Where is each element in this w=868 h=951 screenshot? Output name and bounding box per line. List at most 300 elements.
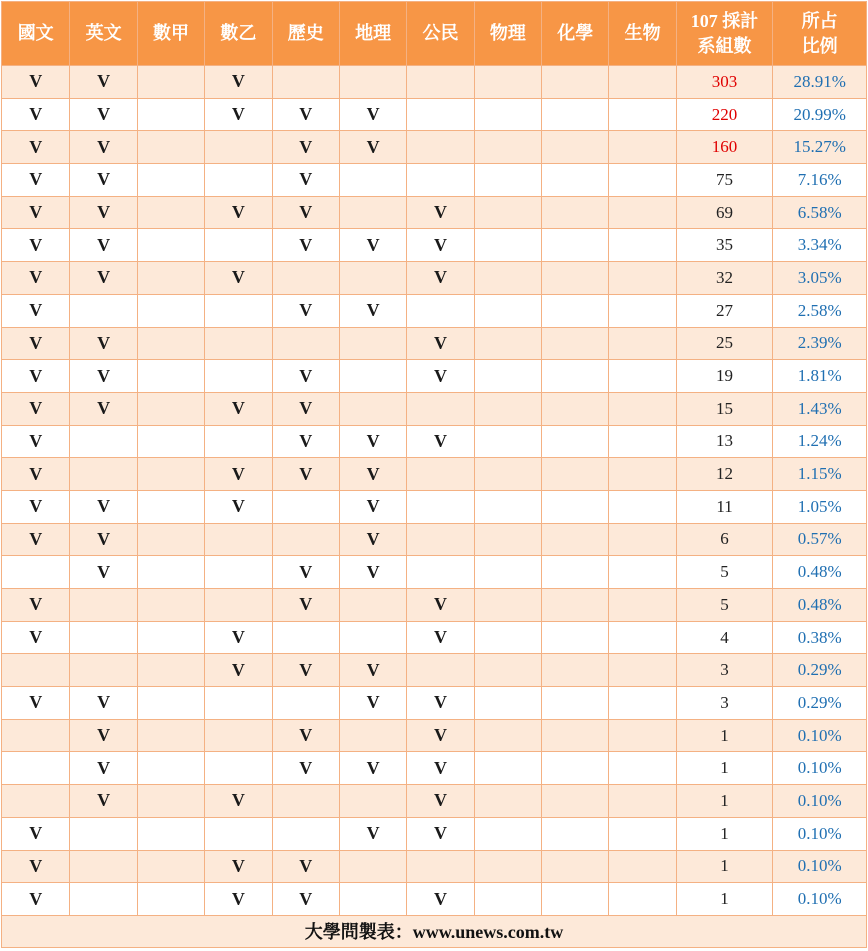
mark-civics: V xyxy=(407,719,474,752)
subject-combination-table xyxy=(1,1,867,948)
mark-biology xyxy=(609,98,676,131)
department-count: 220 xyxy=(676,98,773,131)
percentage: 2.58% xyxy=(773,294,867,327)
mark-math-b xyxy=(205,752,272,785)
percentage: 1.15% xyxy=(773,458,867,491)
mark-physics xyxy=(474,164,541,197)
header-chinese: 國文 xyxy=(2,2,70,66)
mark-chinese: V xyxy=(2,883,70,916)
mark-english: V xyxy=(70,164,137,197)
mark-geography xyxy=(339,196,406,229)
mark-geography xyxy=(339,589,406,622)
mark-civics: V xyxy=(407,817,474,850)
header-count xyxy=(676,2,773,66)
mark-math-b: V xyxy=(205,785,272,818)
mark-physics xyxy=(474,654,541,687)
mark-civics: V xyxy=(407,687,474,720)
mark-history: V xyxy=(272,556,339,589)
mark-math-b xyxy=(205,817,272,850)
mark-math-a xyxy=(137,719,204,752)
mark-geography: V xyxy=(339,98,406,131)
mark-history: V xyxy=(272,850,339,883)
mark-geography xyxy=(339,785,406,818)
header-physics: 物理 xyxy=(474,2,541,66)
percentage: 0.10% xyxy=(773,719,867,752)
mark-civics xyxy=(407,654,474,687)
mark-english: V xyxy=(70,262,137,295)
mark-chemistry xyxy=(542,589,609,622)
mark-physics xyxy=(474,589,541,622)
mark-math-a xyxy=(137,196,204,229)
mark-chinese: V xyxy=(2,392,70,425)
mark-biology xyxy=(609,425,676,458)
mark-math-a xyxy=(137,164,204,197)
mark-math-a xyxy=(137,294,204,327)
mark-geography: V xyxy=(339,523,406,556)
mark-geography: V xyxy=(339,294,406,327)
mark-math-a xyxy=(137,98,204,131)
mark-math-b: V xyxy=(205,490,272,523)
mark-history: V xyxy=(272,752,339,785)
mark-biology xyxy=(609,719,676,752)
mark-english xyxy=(70,883,137,916)
table-row xyxy=(2,392,867,425)
header-ratio xyxy=(773,2,867,66)
department-count: 15 xyxy=(676,392,773,425)
mark-chemistry xyxy=(542,490,609,523)
mark-english: V xyxy=(70,719,137,752)
mark-math-b: V xyxy=(205,654,272,687)
table-body xyxy=(2,66,867,916)
mark-chemistry xyxy=(542,752,609,785)
mark-physics xyxy=(474,752,541,785)
mark-math-a xyxy=(137,817,204,850)
mark-physics xyxy=(474,425,541,458)
department-count: 11 xyxy=(676,490,773,523)
table-row xyxy=(2,785,867,818)
mark-chinese: V xyxy=(2,131,70,164)
mark-history: V xyxy=(272,196,339,229)
mark-chemistry xyxy=(542,164,609,197)
department-count: 303 xyxy=(676,66,773,99)
mark-math-b xyxy=(205,523,272,556)
table-row xyxy=(2,654,867,687)
percentage: 2.39% xyxy=(773,327,867,360)
mark-physics xyxy=(474,883,541,916)
mark-civics xyxy=(407,523,474,556)
mark-biology xyxy=(609,262,676,295)
mark-math-b xyxy=(205,425,272,458)
mark-chinese: V xyxy=(2,327,70,360)
mark-math-a xyxy=(137,850,204,883)
table-row xyxy=(2,327,867,360)
table-row xyxy=(2,719,867,752)
percentage: 15.27% xyxy=(773,131,867,164)
mark-civics xyxy=(407,294,474,327)
mark-english xyxy=(70,589,137,622)
mark-biology xyxy=(609,392,676,425)
mark-math-b xyxy=(205,556,272,589)
mark-math-a xyxy=(137,785,204,818)
mark-chinese: V xyxy=(2,262,70,295)
department-count: 5 xyxy=(676,556,773,589)
mark-biology xyxy=(609,131,676,164)
table-row xyxy=(2,883,867,916)
department-count: 75 xyxy=(676,164,773,197)
mark-biology xyxy=(609,785,676,818)
mark-english: V xyxy=(70,490,137,523)
mark-english: V xyxy=(70,327,137,360)
mark-math-b: V xyxy=(205,621,272,654)
mark-english: V xyxy=(70,98,137,131)
mark-chemistry xyxy=(542,458,609,491)
header-math-b: 數乙 xyxy=(205,2,272,66)
percentage: 0.10% xyxy=(773,785,867,818)
mark-geography xyxy=(339,327,406,360)
mark-english: V xyxy=(70,196,137,229)
mark-math-a xyxy=(137,229,204,262)
department-count: 12 xyxy=(676,458,773,491)
mark-chemistry xyxy=(542,850,609,883)
table-row xyxy=(2,131,867,164)
department-count: 69 xyxy=(676,196,773,229)
mark-math-a xyxy=(137,66,204,99)
table-row xyxy=(2,752,867,785)
mark-biology xyxy=(609,294,676,327)
mark-geography xyxy=(339,850,406,883)
mark-civics xyxy=(407,850,474,883)
mark-math-b: V xyxy=(205,392,272,425)
department-count: 1 xyxy=(676,719,773,752)
mark-geography: V xyxy=(339,131,406,164)
header-math-a: 數甲 xyxy=(137,2,204,66)
mark-math-a xyxy=(137,131,204,164)
mark-history xyxy=(272,817,339,850)
department-count: 6 xyxy=(676,523,773,556)
mark-biology xyxy=(609,621,676,654)
mark-english: V xyxy=(70,392,137,425)
mark-physics xyxy=(474,687,541,720)
mark-geography xyxy=(339,360,406,393)
department-count: 4 xyxy=(676,621,773,654)
mark-physics xyxy=(474,719,541,752)
mark-biology xyxy=(609,850,676,883)
department-count: 5 xyxy=(676,589,773,622)
mark-chemistry xyxy=(542,131,609,164)
mark-chinese xyxy=(2,785,70,818)
percentage: 7.16% xyxy=(773,164,867,197)
table-row xyxy=(2,262,867,295)
table-row xyxy=(2,621,867,654)
percentage: 1.43% xyxy=(773,392,867,425)
mark-math-b xyxy=(205,589,272,622)
mark-civics: V xyxy=(407,196,474,229)
mark-physics xyxy=(474,556,541,589)
header-biology: 生物 xyxy=(609,2,676,66)
mark-biology xyxy=(609,360,676,393)
department-count: 19 xyxy=(676,360,773,393)
mark-chemistry xyxy=(542,229,609,262)
mark-history xyxy=(272,621,339,654)
mark-history: V xyxy=(272,392,339,425)
mark-physics xyxy=(474,817,541,850)
table-row xyxy=(2,196,867,229)
mark-math-a xyxy=(137,654,204,687)
mark-chinese xyxy=(2,556,70,589)
mark-biology xyxy=(609,589,676,622)
table-row xyxy=(2,523,867,556)
table-row xyxy=(2,164,867,197)
mark-civics xyxy=(407,458,474,491)
mark-chinese: V xyxy=(2,164,70,197)
percentage: 1.24% xyxy=(773,425,867,458)
mark-math-b: V xyxy=(205,883,272,916)
table-row xyxy=(2,817,867,850)
mark-biology xyxy=(609,654,676,687)
mark-english xyxy=(70,850,137,883)
mark-math-b xyxy=(205,719,272,752)
percentage: 0.10% xyxy=(773,883,867,916)
mark-biology xyxy=(609,458,676,491)
mark-biology xyxy=(609,817,676,850)
table-row xyxy=(2,850,867,883)
mark-chinese xyxy=(2,752,70,785)
percentage: 0.29% xyxy=(773,654,867,687)
mark-history: V xyxy=(272,425,339,458)
mark-history: V xyxy=(272,883,339,916)
mark-chemistry xyxy=(542,556,609,589)
mark-english xyxy=(70,817,137,850)
mark-math-a xyxy=(137,687,204,720)
department-count: 13 xyxy=(676,425,773,458)
mark-biology xyxy=(609,66,676,99)
percentage: 1.05% xyxy=(773,490,867,523)
mark-math-b xyxy=(205,327,272,360)
mark-geography: V xyxy=(339,654,406,687)
department-count: 1 xyxy=(676,785,773,818)
mark-math-a xyxy=(137,752,204,785)
percentage: 0.38% xyxy=(773,621,867,654)
mark-biology xyxy=(609,164,676,197)
department-count: 3 xyxy=(676,654,773,687)
mark-english: V xyxy=(70,66,137,99)
header-ratio-line2: 比例 xyxy=(801,35,838,56)
mark-geography xyxy=(339,262,406,295)
mark-english xyxy=(70,654,137,687)
mark-english: V xyxy=(70,131,137,164)
mark-math-a xyxy=(137,589,204,622)
mark-english: V xyxy=(70,523,137,556)
header-civics: 公民 xyxy=(407,2,474,66)
mark-math-b xyxy=(205,360,272,393)
percentage: 0.29% xyxy=(773,687,867,720)
mark-chemistry xyxy=(542,196,609,229)
mark-history xyxy=(272,262,339,295)
percentage: 0.48% xyxy=(773,556,867,589)
mark-chemistry xyxy=(542,817,609,850)
mark-civics xyxy=(407,131,474,164)
mark-chinese: V xyxy=(2,523,70,556)
mark-chinese: V xyxy=(2,458,70,491)
percentage: 0.10% xyxy=(773,752,867,785)
mark-chinese: V xyxy=(2,229,70,262)
mark-math-b xyxy=(205,229,272,262)
mark-biology xyxy=(609,196,676,229)
mark-history: V xyxy=(272,98,339,131)
mark-history xyxy=(272,490,339,523)
mark-biology xyxy=(609,229,676,262)
department-count: 32 xyxy=(676,262,773,295)
percentage: 0.10% xyxy=(773,817,867,850)
mark-geography: V xyxy=(339,425,406,458)
mark-math-a xyxy=(137,490,204,523)
mark-history xyxy=(272,785,339,818)
mark-physics xyxy=(474,360,541,393)
mark-chemistry xyxy=(542,785,609,818)
mark-geography: V xyxy=(339,490,406,523)
mark-chemistry xyxy=(542,392,609,425)
mark-civics: V xyxy=(407,262,474,295)
mark-chinese: V xyxy=(2,817,70,850)
mark-civics: V xyxy=(407,425,474,458)
mark-chinese xyxy=(2,654,70,687)
mark-math-a xyxy=(137,556,204,589)
department-count: 27 xyxy=(676,294,773,327)
table-row xyxy=(2,589,867,622)
mark-geography: V xyxy=(339,458,406,491)
mark-geography xyxy=(339,719,406,752)
header-ratio-line1: 所占 xyxy=(801,10,838,31)
mark-history: V xyxy=(272,654,339,687)
mark-math-b: V xyxy=(205,458,272,491)
mark-chinese: V xyxy=(2,98,70,131)
mark-chinese xyxy=(2,719,70,752)
table-row xyxy=(2,458,867,491)
mark-physics xyxy=(474,66,541,99)
mark-english: V xyxy=(70,229,137,262)
mark-physics xyxy=(474,294,541,327)
mark-geography: V xyxy=(339,817,406,850)
mark-chinese: V xyxy=(2,621,70,654)
mark-civics: V xyxy=(407,589,474,622)
mark-chinese: V xyxy=(2,687,70,720)
mark-chemistry xyxy=(542,719,609,752)
mark-geography: V xyxy=(339,687,406,720)
mark-physics xyxy=(474,850,541,883)
mark-civics xyxy=(407,490,474,523)
mark-math-a xyxy=(137,327,204,360)
mark-civics: V xyxy=(407,327,474,360)
header-count-line1: 107 採計 xyxy=(690,10,759,31)
mark-chemistry xyxy=(542,98,609,131)
mark-math-a xyxy=(137,621,204,654)
mark-physics xyxy=(474,131,541,164)
mark-physics xyxy=(474,262,541,295)
mark-english: V xyxy=(70,752,137,785)
mark-biology xyxy=(609,752,676,785)
mark-history xyxy=(272,687,339,720)
mark-chemistry xyxy=(542,621,609,654)
mark-civics: V xyxy=(407,229,474,262)
mark-physics xyxy=(474,392,541,425)
table-row xyxy=(2,229,867,262)
mark-math-a xyxy=(137,458,204,491)
mark-chinese: V xyxy=(2,360,70,393)
percentage: 20.99% xyxy=(773,98,867,131)
percentage: 3.05% xyxy=(773,262,867,295)
mark-english xyxy=(70,621,137,654)
table-row xyxy=(2,490,867,523)
percentage: 28.91% xyxy=(773,66,867,99)
header-row xyxy=(2,2,867,66)
mark-chemistry xyxy=(542,687,609,720)
department-count: 1 xyxy=(676,850,773,883)
mark-geography xyxy=(339,883,406,916)
mark-chinese: V xyxy=(2,850,70,883)
mark-chemistry xyxy=(542,523,609,556)
mark-physics xyxy=(474,621,541,654)
mark-chemistry xyxy=(542,360,609,393)
header-count-line2: 系組數 xyxy=(697,35,752,56)
mark-chemistry xyxy=(542,327,609,360)
mark-history xyxy=(272,523,339,556)
header-history: 歷史 xyxy=(272,2,339,66)
percentage: 1.81% xyxy=(773,360,867,393)
mark-geography xyxy=(339,621,406,654)
mark-chemistry xyxy=(542,294,609,327)
mark-chinese: V xyxy=(2,196,70,229)
department-count: 1 xyxy=(676,752,773,785)
table-row xyxy=(2,66,867,99)
mark-math-b xyxy=(205,687,272,720)
mark-biology xyxy=(609,327,676,360)
mark-math-b: V xyxy=(205,98,272,131)
header-english: 英文 xyxy=(70,2,137,66)
mark-math-a xyxy=(137,883,204,916)
mark-physics xyxy=(474,785,541,818)
mark-geography xyxy=(339,164,406,197)
mark-civics xyxy=(407,392,474,425)
department-count: 160 xyxy=(676,131,773,164)
mark-chemistry xyxy=(542,425,609,458)
mark-civics xyxy=(407,164,474,197)
mark-physics xyxy=(474,98,541,131)
mark-history: V xyxy=(272,164,339,197)
mark-biology xyxy=(609,490,676,523)
mark-history xyxy=(272,327,339,360)
table-row xyxy=(2,556,867,589)
mark-civics: V xyxy=(407,883,474,916)
mark-math-b: V xyxy=(205,196,272,229)
mark-geography xyxy=(339,392,406,425)
mark-physics xyxy=(474,523,541,556)
mark-chemistry xyxy=(542,262,609,295)
mark-english: V xyxy=(70,360,137,393)
mark-civics xyxy=(407,98,474,131)
mark-math-b xyxy=(205,131,272,164)
department-count: 25 xyxy=(676,327,773,360)
mark-chemistry xyxy=(542,883,609,916)
mark-math-b xyxy=(205,294,272,327)
mark-civics: V xyxy=(407,621,474,654)
table-row xyxy=(2,360,867,393)
percentage: 0.48% xyxy=(773,589,867,622)
mark-chinese: V xyxy=(2,490,70,523)
mark-biology xyxy=(609,687,676,720)
mark-physics xyxy=(474,327,541,360)
mark-math-b: V xyxy=(205,66,272,99)
mark-physics xyxy=(474,229,541,262)
